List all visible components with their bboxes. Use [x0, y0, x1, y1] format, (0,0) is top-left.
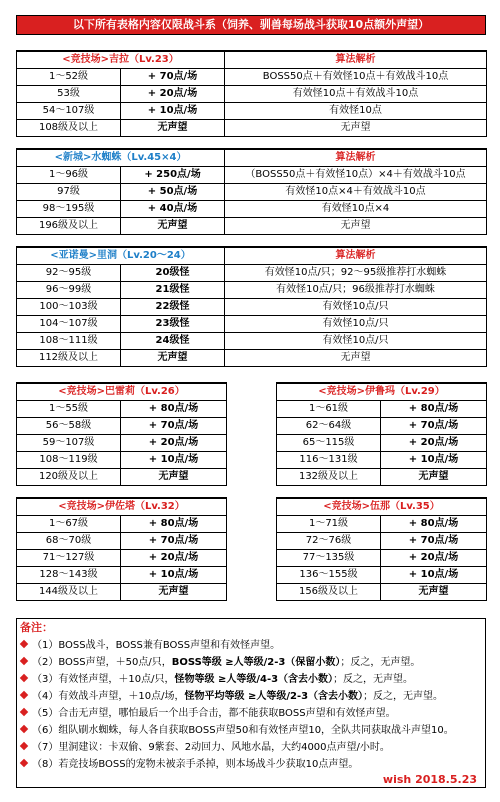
- table-row: 100～103级 22级怪 有效怪10点/只: [17, 299, 487, 316]
- page-banner: 以下所有表格内容仅限战斗系（饲养、驯兽每场战斗获取10点额外声望）: [16, 15, 486, 35]
- diamond-bullet-icon: [20, 640, 28, 648]
- diamond-bullet-icon: [20, 725, 28, 733]
- table-row: 136～155级 + 10点/场: [277, 567, 487, 584]
- table-row: 112级及以上 无声望 无声望: [17, 350, 487, 367]
- note-item: （1）BOSS战斗，BOSS兼有BOSS声望和有效怪声望。: [17, 637, 485, 654]
- table-row: 196级及以上 无声望 无声望: [17, 218, 487, 235]
- diamond-bullet-icon: [20, 657, 28, 665]
- table-row: 108级及以上 无声望 无声望: [17, 120, 487, 137]
- table-lidong: [16, 246, 487, 367]
- table-row: 65～115级 + 20点/场: [277, 435, 487, 452]
- table-title: <竞技场>伊鲁玛（Lv.29）: [277, 383, 487, 401]
- table-row: 108～111级 24级怪 有效怪10点/只: [17, 333, 487, 350]
- table-title: <亚诺曼>里洞（Lv.20～24）: [17, 247, 225, 265]
- table-title: <竞技场>伊佐塔（Lv.32）: [17, 498, 227, 516]
- algo-header: 算法解析: [225, 51, 487, 69]
- table-wuna: [276, 497, 487, 601]
- table-row: 120级及以上 无声望: [17, 469, 227, 486]
- diamond-bullet-icon: [20, 742, 28, 750]
- table-row: 132级及以上 无声望: [277, 469, 487, 486]
- table-row: 108～119级 + 10点/场: [17, 452, 227, 469]
- table-row: 53级 + 20点/场 有效怪10点＋有效战斗10点: [17, 86, 487, 103]
- table-row: 96～99级 21级怪 有效怪10点/只；96级推荐打水蜘蛛: [17, 282, 487, 299]
- diamond-bullet-icon: [20, 759, 28, 767]
- note-item: （4）有效战斗声望，＋10点/场，怪物平均等级 ≥人等级/2-3（含去小数）；反之，无声望。: [17, 688, 485, 705]
- diamond-bullet-icon: [20, 674, 28, 682]
- note-item: （5）合击无声望，哪怕最后一个出手合击，都不能获取BOSS声望和有效怪声望。: [17, 705, 485, 722]
- table-yiluma: [276, 382, 487, 486]
- signature: wish 2018.5.23: [382, 773, 477, 786]
- table-row: 1～61级 + 80点/场: [277, 401, 487, 418]
- note-item: （6）组队刷水蜘蛛，每人各自获取BOSS声望50和有效怪声望10，全队共同获取战斗声望10。: [17, 722, 485, 739]
- table-title: <竞技场>吉拉（Lv.23）: [17, 51, 225, 69]
- table-row: 116～131级 + 10点/场: [277, 452, 487, 469]
- diamond-bullet-icon: [20, 708, 28, 716]
- algo-header: 算法解析: [225, 149, 487, 167]
- table-row: 56～58级 + 70点/场: [17, 418, 227, 435]
- table-row: 98～195级 + 40点/场 有效怪10点×4: [17, 201, 487, 218]
- notes-panel: [16, 618, 486, 788]
- table-water-spider: [16, 148, 487, 235]
- table-jila: [16, 50, 487, 137]
- table-row: 68～70级 + 70点/场: [17, 533, 227, 550]
- table-title: <新城>水蜘蛛（Lv.45×4）: [17, 149, 225, 167]
- table-row: 1～71级 + 80点/场: [277, 516, 487, 533]
- algo-header: 算法解析: [225, 247, 487, 265]
- diamond-bullet-icon: [20, 691, 28, 699]
- table-row: 97级 + 50点/场 有效怪10点×4＋有效战斗10点: [17, 184, 487, 201]
- table-row: 54～107级 + 10点/场 有效怪10点: [17, 103, 487, 120]
- table-row: 72～76级 + 70点/场: [277, 533, 487, 550]
- table-row: 104～107级 23级怪 有效怪10点/只: [17, 316, 487, 333]
- table-yizuota: [16, 497, 227, 601]
- table-row: 77～135级 + 20点/场: [277, 550, 487, 567]
- table-row: 144级及以上 无声望: [17, 584, 227, 601]
- table-row: 156级及以上 无声望: [277, 584, 487, 601]
- note-item: （3）有效怪声望，＋10点/只，怪物等级 ≥人等级/4-3（含去小数）；反之，无声望。: [17, 671, 485, 688]
- table-row: 59～107级 + 20点/场: [17, 435, 227, 452]
- table-row: 128～143级 + 10点/场: [17, 567, 227, 584]
- table-row: 1～55级 + 80点/场: [17, 401, 227, 418]
- table-row: 1～67级 + 80点/场: [17, 516, 227, 533]
- table-baleili: [16, 382, 227, 486]
- note-item: （7）里洞建议：卡双偷、9紫套、2动回力、风地水晶，大约4000点声望/小时。: [17, 739, 485, 756]
- note-item: （8）若竞技场BOSS的宠物未被亲手杀掉，则本场战斗少获取10点声望。: [17, 756, 485, 773]
- table-row: 1～96级 + 250点/场 （BOSS50点＋有效怪10点）×4＋有效战斗10点: [17, 167, 487, 184]
- table-title: <竞技场>巴雷莉（Lv.26）: [17, 383, 227, 401]
- notes-title: 备注：: [20, 621, 53, 634]
- table-row: 62～64级 + 70点/场: [277, 418, 487, 435]
- table-row: 71～127级 + 20点/场: [17, 550, 227, 567]
- table-row: 92～95级 20级怪 有效怪10点/只；92～95级推荐打水蜘蛛: [17, 265, 487, 282]
- table-title: <竞技场>伍那（Lv.35）: [277, 498, 487, 516]
- note-item: （2）BOSS声望，＋50点/只，BOSS等级 ≥人等级/2-3（保留小数）；反之，无声望。: [17, 654, 485, 671]
- table-row: 1～52级 + 70点/场 BOSS50点＋有效怪10点＋有效战斗10点: [17, 69, 487, 86]
